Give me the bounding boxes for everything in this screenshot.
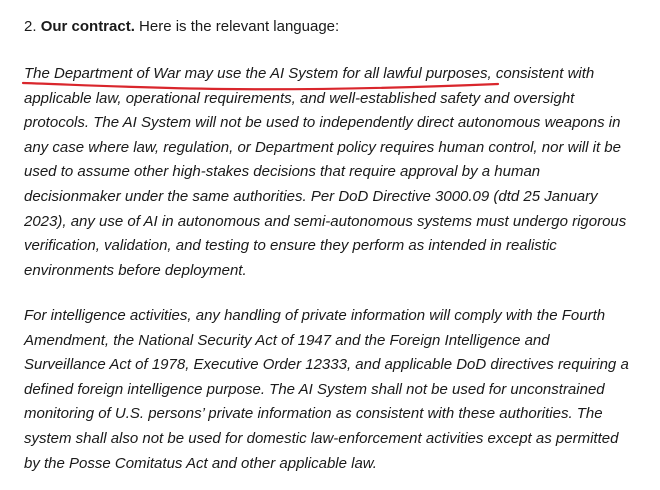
paragraph-line: environments before deployment. [24, 261, 247, 279]
paragraph-line: protocols. The AI System will not be used to independently direct autonomous weapons in [24, 114, 621, 132]
paragraph-line: applicable law, operational requirements, and well-established safety and oversight [24, 89, 575, 107]
paragraph-line: The Department of War may use the AI System for all lawful purposes, consistent with [24, 65, 595, 82]
section-intro: Here is the relevant language: [134, 18, 340, 35]
section-number: 2. [24, 18, 37, 35]
paragraph-line: by the Posse Comitatus Act and other applicable law. [24, 454, 377, 472]
paragraph-line: used to assume other high-stakes decisions that require approval by a human [24, 163, 541, 181]
contract-paragraph-2 [24, 304, 640, 476]
paragraph-line: decisionmaker under the same authorities. Per DoD Directive 3000.09 (dtd 25 January [24, 187, 598, 205]
paragraph-line: For intelligence activities, any handling of private information will comply with the Fourth [24, 307, 606, 324]
paragraph-line: any case where law, regulation, or Department policy requires human control, nor will it be [24, 138, 621, 156]
paragraph-line: Amendment, the National Security Act of 1947 and the Foreign Intelligence and [24, 331, 550, 349]
paragraph-line: defined foreign intelligence purpose. The AI System shall not be used for unconstrained [24, 380, 605, 398]
paragraph-line: 2023), any use of AI in autonomous and semi-autonomous systems must undergo rigorous [24, 212, 627, 230]
paragraph-line: monitoring of U.S. persons’ private information as consistent with these authorities. The [24, 405, 603, 423]
paragraph-line: system shall also not be used for domestic law-enforcement activities except as permitted [24, 429, 619, 447]
paragraph-line: verification, validation, and testing to ensure they perform as intended in realistic [24, 237, 557, 255]
paragraph-line: Surveillance Act of 1978, Executive Order 12333, and applicable DoD directives requiring a [24, 356, 629, 374]
section-heading [24, 16, 339, 38]
section-title: Our contract. [40, 18, 135, 35]
contract-paragraph-1 [24, 62, 640, 283]
